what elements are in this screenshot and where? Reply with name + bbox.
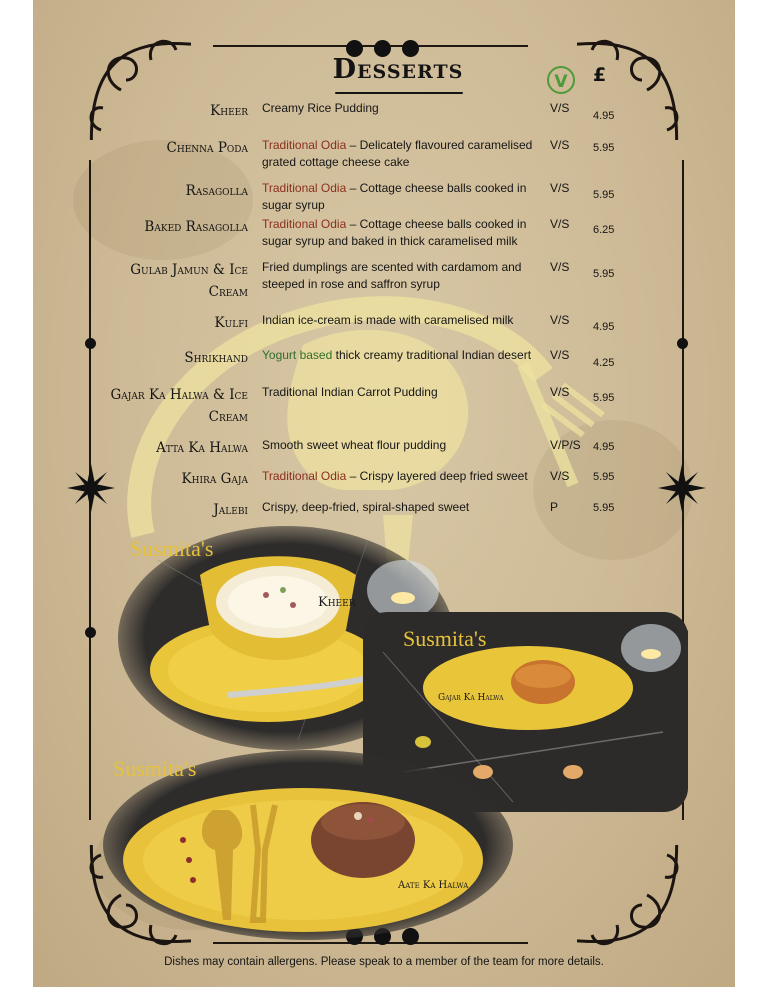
brand-text: Susmita's — [403, 626, 487, 651]
item-tag: Yogurt based — [262, 348, 333, 362]
item-name: Atta Ka Halwa — [156, 440, 248, 456]
aate-label: Aate Ka Halwa — [398, 880, 469, 891]
item-name: Chenna Poda — [166, 140, 248, 156]
item-tag: Traditional Odia — [262, 217, 347, 231]
item-description — [262, 384, 537, 401]
item-name: Gulab Jamun & Ice Cream — [130, 262, 248, 300]
item-name: Khira Gaja — [181, 471, 248, 487]
frame-bottom-line — [213, 942, 528, 944]
item-name: Shrikhand — [184, 350, 248, 366]
item-price: 5.95 — [593, 471, 615, 483]
item-description — [262, 312, 537, 329]
item-price: 4.95 — [593, 110, 615, 122]
item-name: Kulfi — [214, 315, 248, 331]
item-description-text: – Cottage cheese balls cooked in sugar syrup and baked in thick caramelised milk — [262, 217, 527, 248]
item-diet-code: V/S — [550, 385, 570, 399]
item-price: 6.25 — [593, 224, 615, 236]
corner-flourish-bottom-right — [577, 845, 687, 955]
item-diet-code: V/S — [550, 469, 570, 483]
brand-text: Susmita's — [130, 536, 214, 561]
item-diet-code: V/S — [550, 181, 570, 195]
frame-dot — [677, 338, 688, 349]
kheer-label: Kheer — [318, 595, 356, 610]
item-price: 5.95 — [593, 142, 615, 154]
item-name: Baked Rasagolla — [144, 219, 248, 235]
frame-dot — [85, 627, 96, 638]
item-description — [262, 100, 537, 117]
menu-page — [33, 0, 735, 987]
item-diet-code: V/S — [550, 101, 570, 115]
item-description-text: Fried dumplings are scented with cardamom and steeped in rose and saffron syrup — [262, 260, 522, 291]
item-description-text: Crispy, deep-fried, spiral-shaped sweet — [262, 500, 470, 514]
item-price: 5.95 — [593, 268, 615, 280]
frame-top-line — [213, 45, 528, 47]
item-description-text: thick creamy traditional Indian desert — [332, 348, 532, 362]
item-description — [262, 259, 537, 293]
item-diet-code: V/P/S — [550, 438, 581, 452]
vegetarian-icon: V — [547, 66, 575, 94]
item-description — [262, 437, 537, 454]
item-diet-code: V/S — [550, 260, 570, 274]
item-price: 5.95 — [593, 502, 615, 514]
item-diet-code: V/S — [550, 348, 570, 362]
item-description-text: – Delicately flavoured caramelised grated cottage cheese cake — [262, 138, 533, 169]
item-price: 5.95 — [593, 189, 615, 201]
item-description-text: – Crispy layered deep fried sweet — [346, 469, 528, 483]
brand-text: Susmita's — [113, 756, 197, 781]
currency-header: £ — [593, 64, 607, 86]
item-price: 5.95 — [593, 392, 615, 404]
item-description — [262, 137, 537, 171]
item-tag: Traditional Odia — [262, 138, 347, 152]
item-diet-code: P — [550, 500, 559, 514]
aate-halwa-photo — [103, 750, 513, 940]
allergen-note: Dishes may contain allergens. Please speak to a member of the team for more details. — [164, 956, 604, 968]
item-description — [262, 468, 537, 485]
item-description — [262, 180, 537, 214]
item-description-text: – Cottage cheese balls cooked in sugar syrup — [262, 181, 527, 212]
item-description-text: Indian ice-cream is made with caramelised milk — [262, 313, 514, 327]
item-price: 4.25 — [593, 357, 615, 369]
item-tag: Traditional Odia — [262, 181, 347, 195]
item-price: 4.95 — [593, 441, 615, 453]
item-name: Rasagolla — [185, 183, 248, 199]
item-diet-code: V/S — [550, 313, 570, 327]
item-diet-code: V/S — [550, 138, 570, 152]
item-name: Kheer — [210, 103, 248, 119]
page-title: Desserts — [332, 54, 464, 85]
item-description-text: Creamy Rice Pudding — [262, 101, 379, 115]
item-description — [262, 499, 537, 516]
item-description — [262, 347, 537, 364]
item-name: Jalebi — [213, 502, 248, 518]
corner-flourish-top-left — [81, 30, 191, 140]
item-name: Gajar Ka Halwa & Ice Cream — [110, 387, 248, 425]
item-price: 4.95 — [593, 321, 615, 333]
item-description-text: Smooth sweet wheat flour pudding — [262, 438, 447, 452]
star-ornament-right — [658, 464, 706, 512]
item-description — [262, 216, 537, 250]
item-description-text: Traditional Indian Carrot Pudding — [262, 385, 438, 399]
gajar-label: Gajar Ka Halwa — [438, 693, 504, 703]
item-diet-code: V/S — [550, 217, 570, 231]
title-underline — [335, 92, 463, 94]
item-tag: Traditional Odia — [262, 469, 347, 483]
